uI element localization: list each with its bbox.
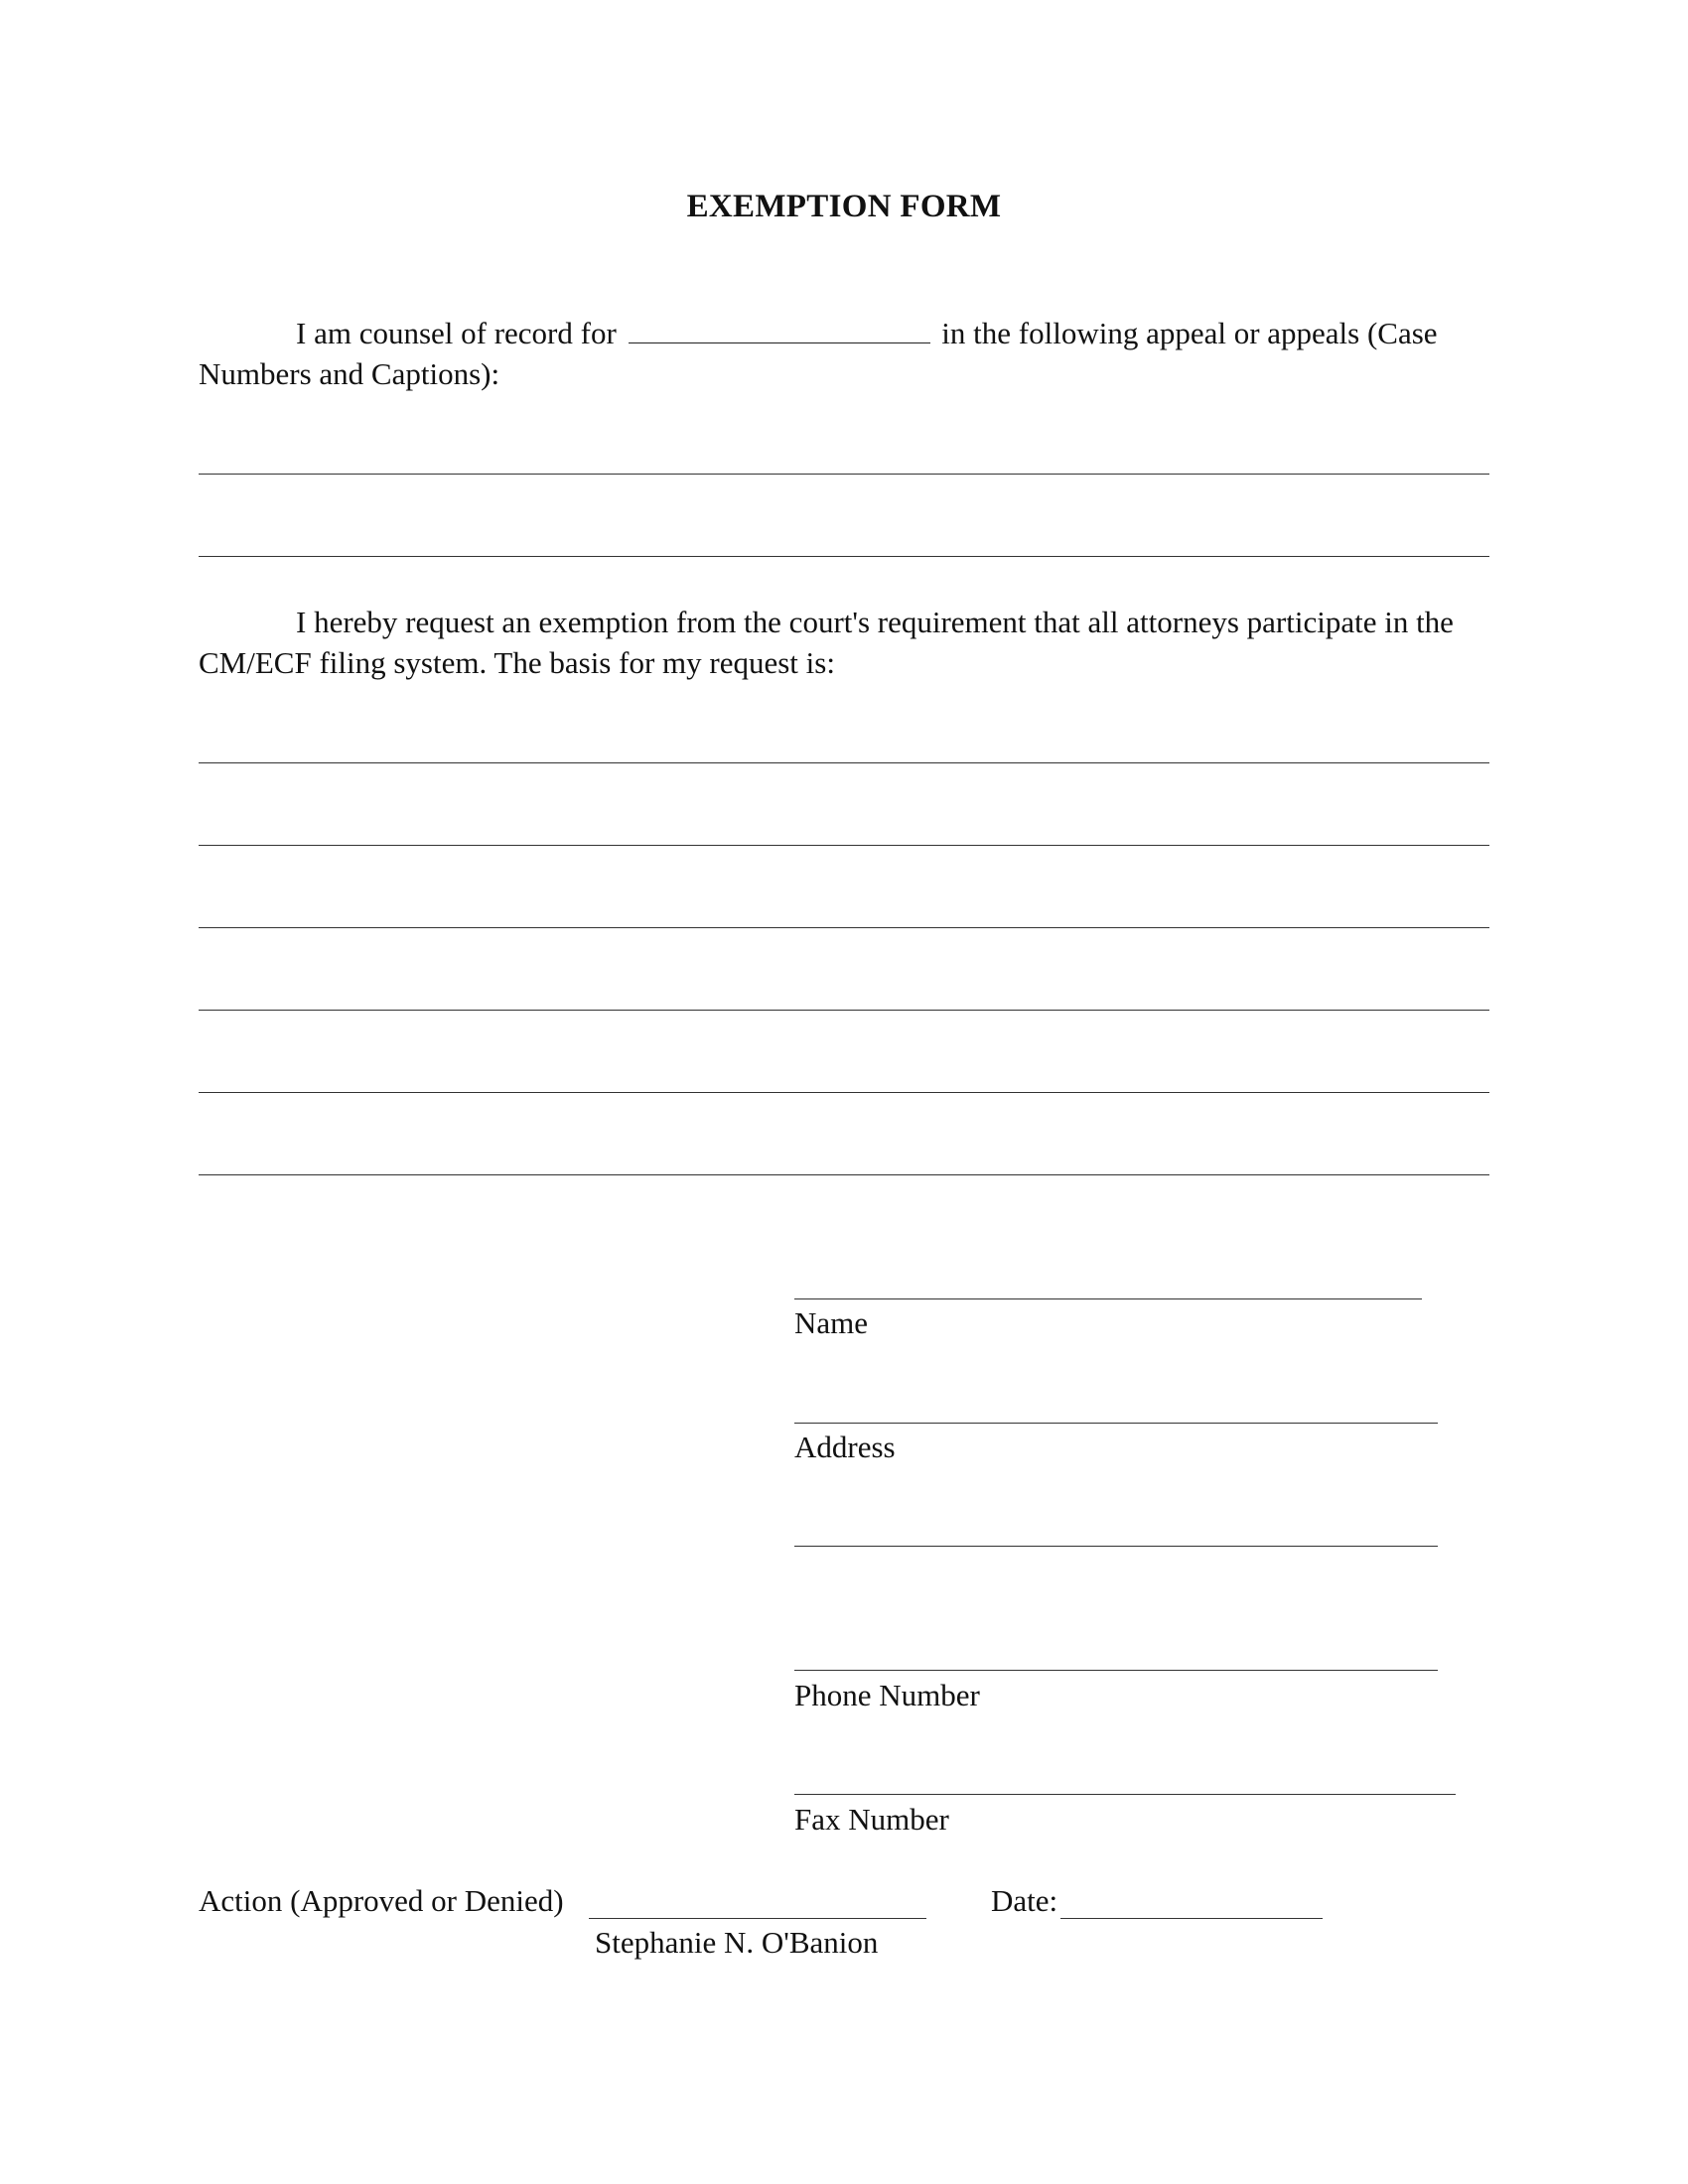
request-text-1: I hereby request an exemption from the court's requirement that all attorneys participate in the <box>296 605 1454 639</box>
basis-line-5[interactable] <box>199 1092 1489 1093</box>
request-line-2: CM/ECF filing system. The basis for my request is: <box>199 645 835 680</box>
date-line[interactable] <box>1060 1918 1323 1919</box>
date-label: Date: <box>991 1883 1058 1918</box>
action-line[interactable] <box>589 1918 926 1919</box>
basis-line-2[interactable] <box>199 845 1489 846</box>
form-title: EXEMPTION FORM <box>686 189 1002 224</box>
fax-line[interactable] <box>794 1794 1456 1795</box>
name-label: Name <box>794 1305 869 1340</box>
address-label: Address <box>794 1430 896 1464</box>
party-name-field[interactable] <box>629 317 930 343</box>
basis-line-3[interactable] <box>199 927 1489 928</box>
phone-label: Phone Number <box>794 1678 980 1712</box>
signer-name: Stephanie N. O'Banion <box>595 1925 879 1960</box>
counsel-text-after: in the following appeal or appeals (Case <box>941 316 1438 350</box>
basis-line-4[interactable] <box>199 1010 1489 1011</box>
name-line[interactable] <box>794 1298 1422 1299</box>
request-line-1 <box>199 602 1489 642</box>
basis-line-1[interactable] <box>199 762 1489 763</box>
address-line-1[interactable] <box>794 1423 1438 1424</box>
phone-line[interactable] <box>794 1670 1438 1671</box>
counsel-line-2: Numbers and Captions): <box>199 356 500 391</box>
fax-label: Fax Number <box>794 1802 949 1837</box>
request-paragraph <box>199 602 1489 683</box>
action-label: Action (Approved or Denied) <box>199 1883 564 1918</box>
address-line-2[interactable] <box>794 1546 1438 1547</box>
case-number-line-2[interactable] <box>199 556 1489 557</box>
counsel-paragraph <box>199 313 1489 394</box>
case-number-line-1[interactable] <box>199 474 1489 475</box>
counsel-line-1 <box>199 313 1489 353</box>
counsel-text-before: I am counsel of record for <box>296 316 617 350</box>
basis-line-6[interactable] <box>199 1174 1489 1175</box>
